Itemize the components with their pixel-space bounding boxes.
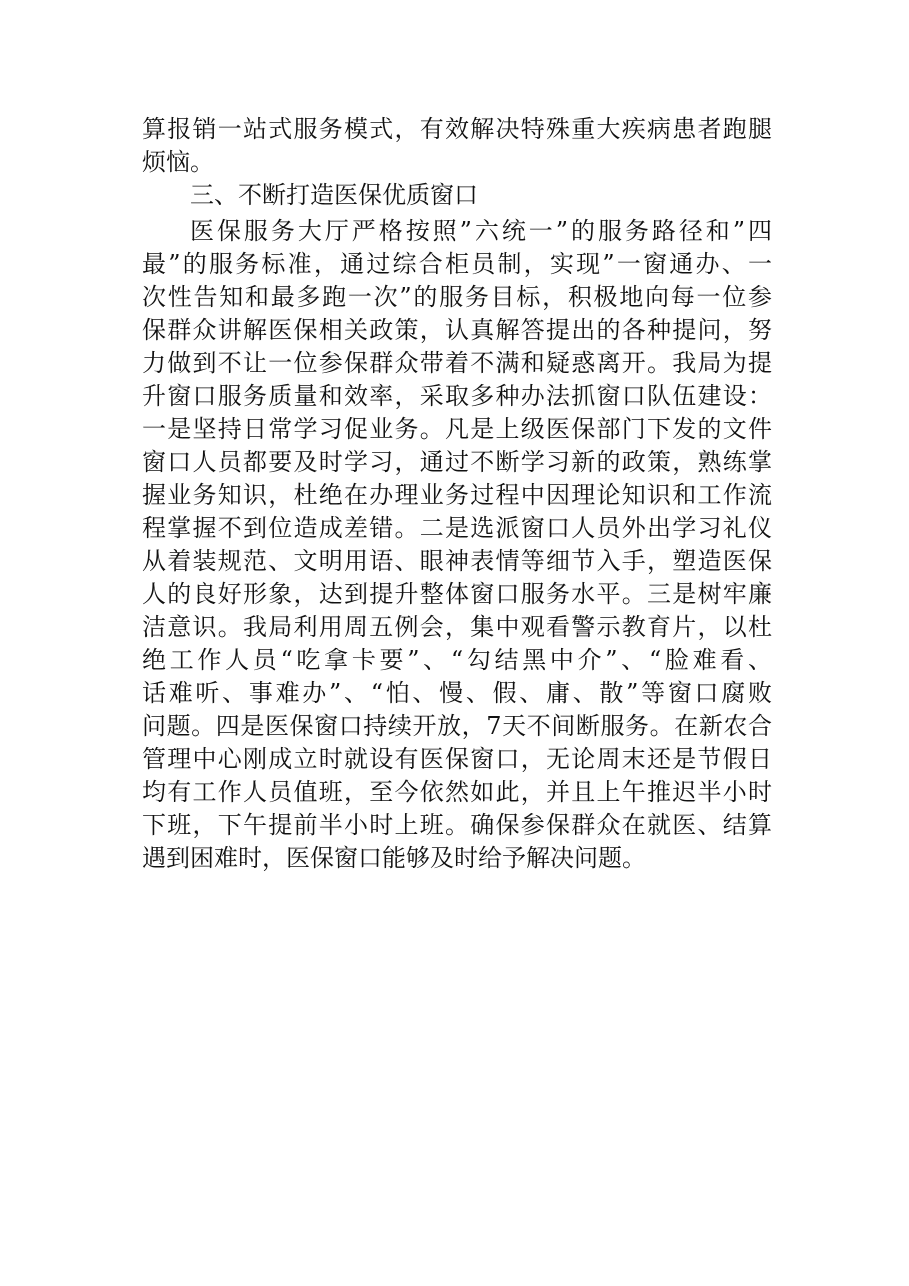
text-line: 烦恼。: [142, 148, 214, 176]
text-line: 一是坚持日常学习促业务。凡是上级医保部门下发的文件: [142, 415, 772, 443]
text-line: 窗口人员都要及时学习，通过不断学习新的政策，熟练掌: [142, 448, 772, 476]
text-line: 下班，下午提前半小时上班。确保参保群众在就医、结算: [142, 811, 772, 839]
text-line: 均有工作人员值班，至今依然如此，并且上午推迟半小时: [142, 778, 772, 806]
text-line: 问题。四是医保窗口持续开放，7天不间断服务。在新农合: [142, 712, 772, 740]
text-line: 话难听、事难办”、“怕、慢、假、庸、散”等窗口腐败: [142, 679, 772, 707]
text-line: 管理中心刚成立时就设有医保窗口，无论周末还是节假日: [142, 745, 772, 773]
text-line: 次性告知和最多跑一次”的服务目标，积极地向每一位参: [142, 283, 772, 311]
text-line: 绝工作人员“吃拿卡要”、“勾结黑中介”、“脸难看、: [142, 646, 772, 674]
text-line: 从着装规范、文明用语、眼神表情等细节入手，塑造医保: [142, 547, 772, 575]
text-line: 医保服务大厅严格按照”六统一”的服务路径和”四: [190, 217, 772, 245]
text-line: 力做到不让一位参保群众带着不满和疑惑离开。我局为提: [142, 349, 772, 377]
section-heading: 三、不断打造医保优质窗口: [190, 181, 478, 209]
text-line: 升窗口服务质量和效率，采取多种办法抓窗口队伍建设：: [142, 382, 772, 410]
text-line: 算报销一站式服务模式，有效解决特殊重大疾病患者跑腿: [142, 115, 772, 143]
text-line: 洁意识。我局利用周五例会，集中观看警示教育片，以杜: [142, 613, 772, 641]
text-line: 握业务知识，杜绝在办理业务过程中因理论知识和工作流: [142, 481, 772, 509]
text-line: 遇到困难时，医保窗口能够及时给予解决问题。: [142, 844, 646, 872]
text-line: 人的良好形象，达到提升整体窗口服务水平。三是树牢廉: [142, 580, 772, 608]
text-line: 最”的服务标准，通过综合柜员制，实现”一窗通办、一: [142, 250, 772, 278]
text-line: 保群众讲解医保相关政策，认真解答提出的各种提问，努: [142, 316, 772, 344]
text-line: 程掌握不到位造成差错。二是选派窗口人员外出学习礼仪: [142, 514, 772, 542]
